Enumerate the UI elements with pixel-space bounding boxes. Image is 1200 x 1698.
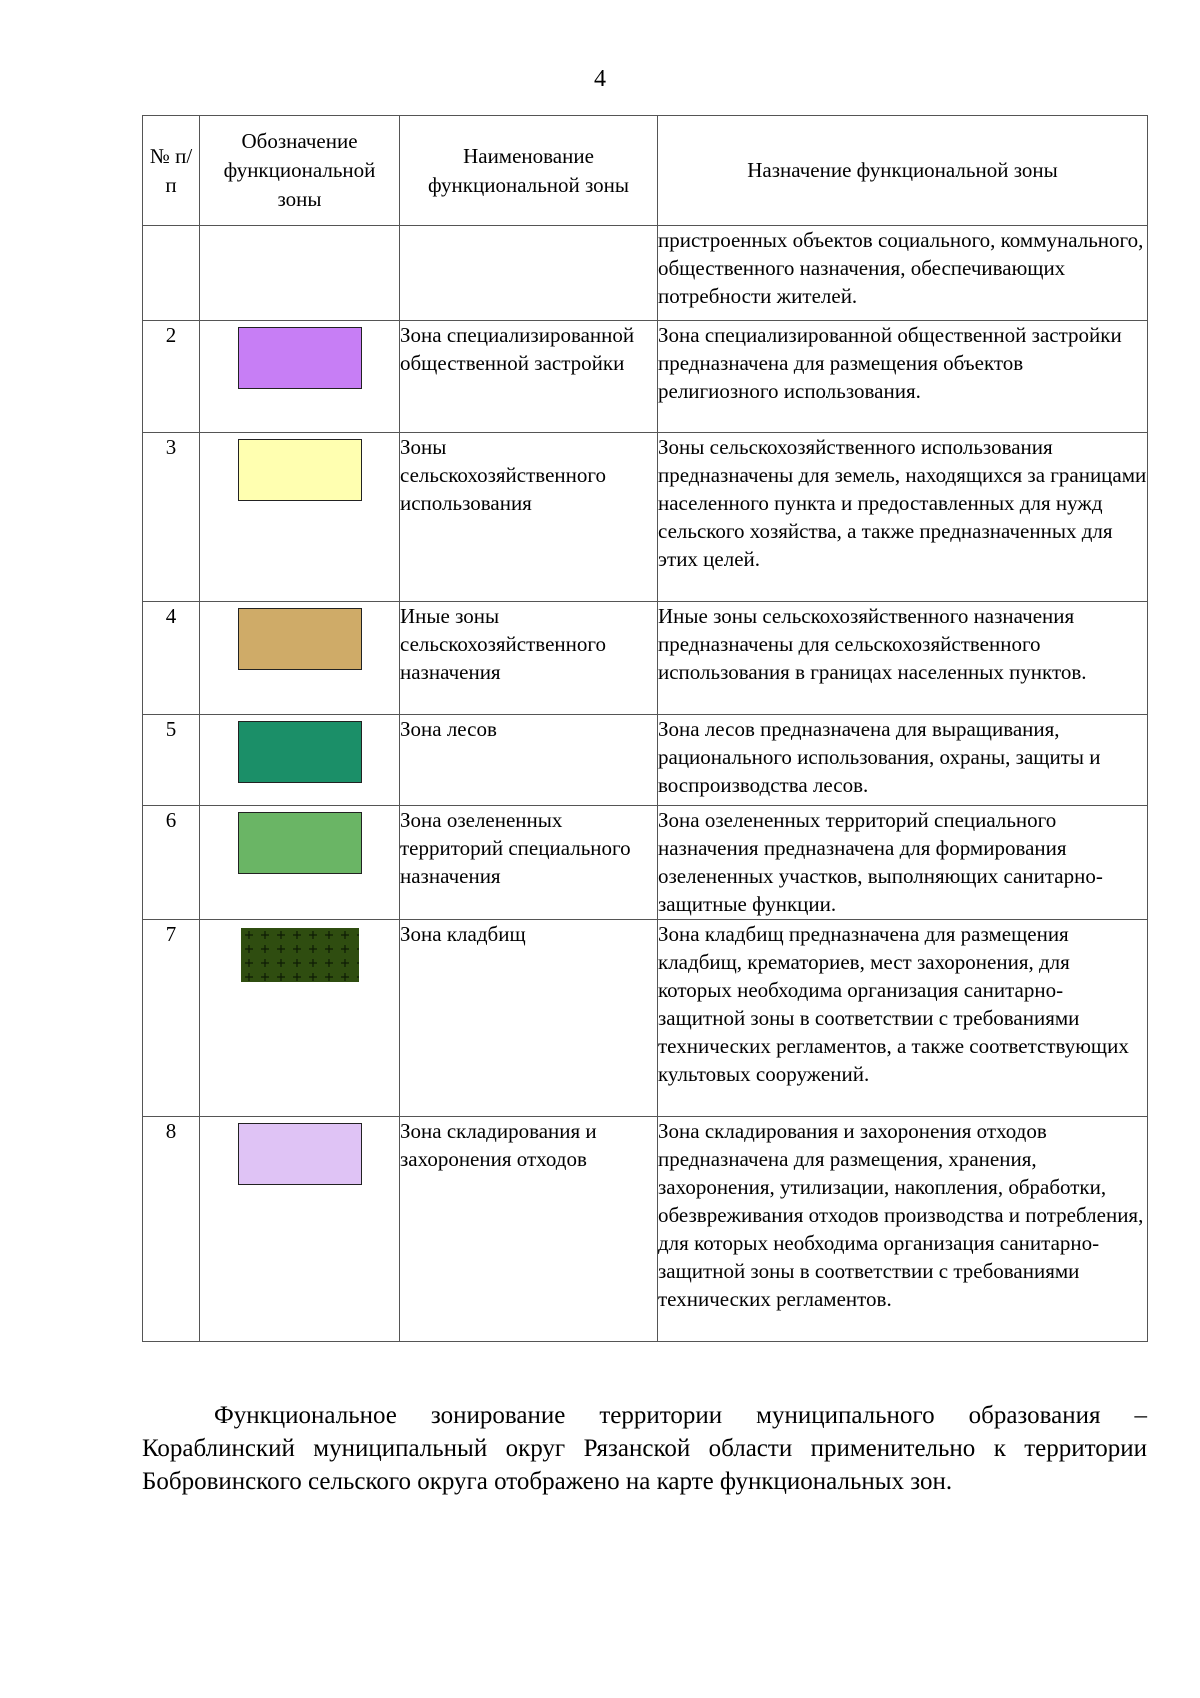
continuation-purpose: пристроенных объектов социального, коммунального, общественного назначения, обеспечивающих потребности жителей. <box>658 226 1148 321</box>
row-number: 6 <box>143 806 200 920</box>
continuation-symbol-cell <box>200 226 400 321</box>
table-row <box>143 806 1148 920</box>
zoning-paragraph: Функциональное зонирование территории муниципального образования – Кораблинский муниципальный округ Рязанской области применительно к территории Бобровинского сельского округа отображено на карте функциональных зон. <box>142 1402 1147 1495</box>
row-number: 8 <box>143 1117 200 1342</box>
zone-color-swatch <box>238 1123 362 1185</box>
zone-purpose: Зона лесов предназначена для выращивания, рационального использования, охраны, защиты и воспроизводства лесов. <box>658 715 1148 806</box>
table-row <box>143 715 1148 806</box>
zone-purpose: Зона специализированной общественной застройки предназначена для размещения объектов религиозного использования. <box>658 321 1148 433</box>
zone-purpose: Зона озелененных территорий специального назначения предназначена для формирования озелененных участков, выполняющих санитарно-защитные функции. <box>658 806 1148 920</box>
zone-color-swatch <box>238 439 362 501</box>
zone-name: Зона озелененных территорий специального назначения <box>400 806 658 920</box>
table-row <box>143 1117 1148 1342</box>
table-header-row <box>143 116 1148 226</box>
zone-symbol-cell <box>200 715 400 806</box>
page-number: 4 <box>594 66 606 92</box>
zone-name: Зона специализированной общественной застройки <box>400 321 658 433</box>
table-row <box>143 433 1148 602</box>
continuation-number-cell <box>143 226 200 321</box>
continuation-name-cell <box>400 226 658 321</box>
row-number: 3 <box>143 433 200 602</box>
table-row <box>143 321 1148 433</box>
zone-name: Зона лесов <box>400 715 658 806</box>
cemetery-pattern-swatch <box>241 928 359 982</box>
header-purpose: Назначение функциональной зоны <box>658 116 1148 226</box>
zone-color-swatch <box>238 721 362 783</box>
header-number: № п/п <box>143 116 200 226</box>
zone-symbol-cell <box>200 602 400 715</box>
table-row-continuation <box>143 226 1148 321</box>
zone-color-swatch <box>238 608 362 670</box>
zone-purpose: Зона складирования и захоронения отходов предназначена для размещения, хранения, захоронения, утилизации, накопления, обработки, обезвреживания отходов производства и потребления, для которых необходима организация санитарно-защитной зоны в соответствии с требованиями технических регламентов. <box>658 1117 1148 1342</box>
row-number: 5 <box>143 715 200 806</box>
zone-purpose: Зоны сельскохозяйственного использования предназначены для земель, находящихся за границами населенного пункта и предоставленных для нужд сельского хозяйства, а также предназначенных для этих целей. <box>658 433 1148 602</box>
row-number: 2 <box>143 321 200 433</box>
zone-purpose: Зона кладбищ предназначена для размещения кладбищ, крематориев, мест захоронения, для которых необходима организация санитарно-защитной зоны в соответствии с требованиями технических регламентов, а также соответствующих культовых сооружений. <box>658 920 1148 1117</box>
zone-symbol-cell <box>200 433 400 602</box>
row-number: 4 <box>143 602 200 715</box>
table-row <box>143 602 1148 715</box>
zone-symbol-cell <box>200 1117 400 1342</box>
functional-zones-table <box>142 115 1148 1342</box>
zone-symbol-cell <box>200 321 400 433</box>
zone-color-swatch <box>238 327 362 389</box>
header-symbol: Обозначение функциональной зоны <box>200 116 400 226</box>
zone-name: Зона кладбищ <box>400 920 658 1117</box>
zone-name: Зона складирования и захоронения отходов <box>400 1117 658 1342</box>
zone-name: Иные зоны сельскохозяйственного назначения <box>400 602 658 715</box>
header-name: Наименование функциональной зоны <box>400 116 658 226</box>
row-number: 7 <box>143 920 200 1117</box>
zone-name: Зоны сельскохозяйственного использования <box>400 433 658 602</box>
zone-purpose: Иные зоны сельскохозяйственного назначения предназначены для сельскохозяйственного использования в границах населенных пунктов. <box>658 602 1148 715</box>
table-row <box>143 920 1148 1117</box>
zone-symbol-cell <box>200 920 400 1117</box>
zone-color-swatch <box>238 812 362 874</box>
zone-symbol-cell <box>200 806 400 920</box>
